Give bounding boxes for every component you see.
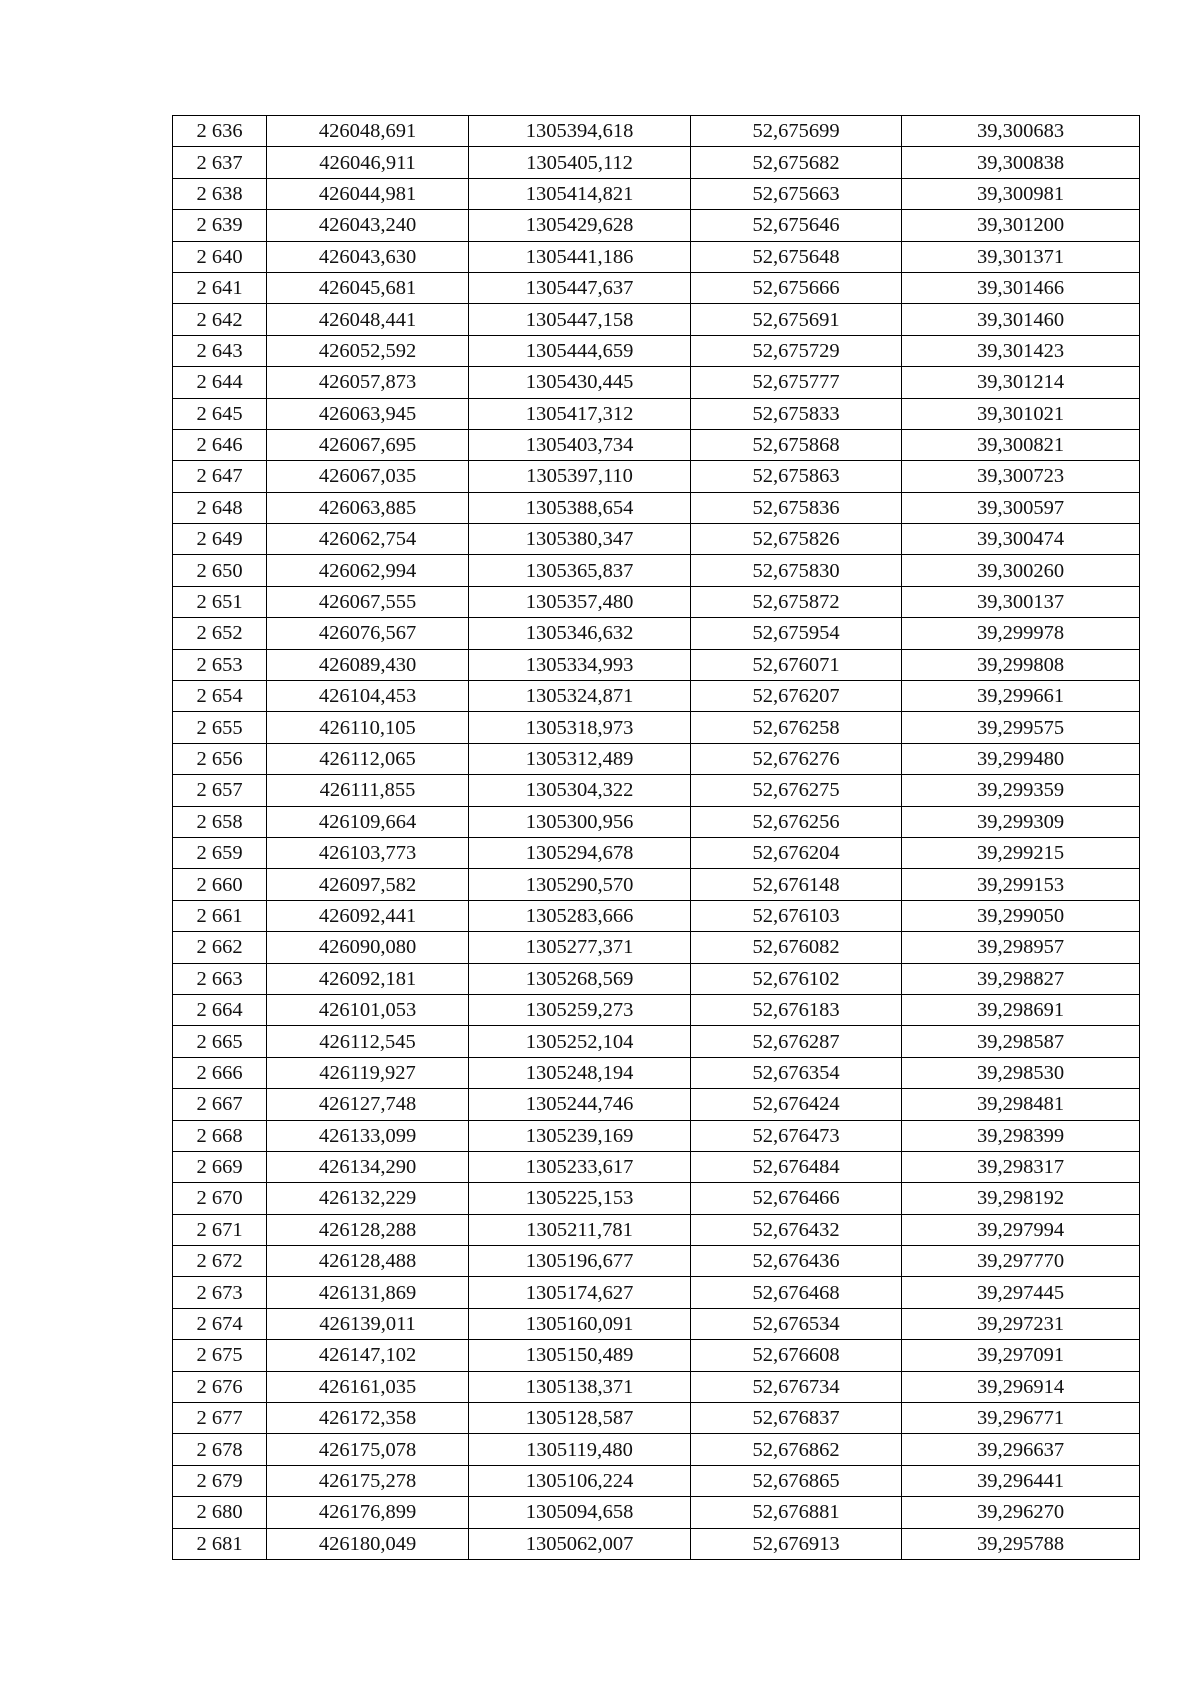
point-number-cell: 2 666 — [173, 1057, 267, 1088]
y-coordinate-cell: 1305397,110 — [469, 461, 691, 492]
point-number-cell: 2 660 — [173, 869, 267, 900]
point-number-cell: 2 654 — [173, 681, 267, 712]
longitude-cell: 39,300474 — [902, 524, 1140, 555]
table-row — [173, 1277, 1140, 1308]
longitude-cell: 39,296441 — [902, 1465, 1140, 1496]
table-row — [173, 241, 1140, 272]
y-coordinate-cell: 1305365,837 — [469, 555, 691, 586]
table-row — [173, 837, 1140, 868]
latitude-cell: 52,675777 — [691, 367, 902, 398]
table-row — [173, 1465, 1140, 1496]
latitude-cell: 52,675863 — [691, 461, 902, 492]
longitude-cell: 39,300137 — [902, 586, 1140, 617]
y-coordinate-cell: 1305429,628 — [469, 210, 691, 241]
x-coordinate-cell: 426048,691 — [267, 116, 469, 147]
x-coordinate-cell: 426134,290 — [267, 1151, 469, 1182]
y-coordinate-cell: 1305277,371 — [469, 932, 691, 963]
table-row — [173, 429, 1140, 460]
x-coordinate-cell: 426109,664 — [267, 806, 469, 837]
latitude-cell: 52,676881 — [691, 1497, 902, 1528]
x-coordinate-cell: 426062,994 — [267, 555, 469, 586]
latitude-cell: 52,676071 — [691, 649, 902, 680]
longitude-cell: 39,301423 — [902, 335, 1140, 366]
table-row — [173, 272, 1140, 303]
point-number-cell: 2 641 — [173, 272, 267, 303]
y-coordinate-cell: 1305225,153 — [469, 1183, 691, 1214]
latitude-cell: 52,676862 — [691, 1434, 902, 1465]
point-number-cell: 2 672 — [173, 1246, 267, 1277]
longitude-cell: 39,296771 — [902, 1403, 1140, 1434]
x-coordinate-cell: 426101,053 — [267, 994, 469, 1025]
longitude-cell: 39,301371 — [902, 241, 1140, 272]
longitude-cell: 39,297770 — [902, 1246, 1140, 1277]
point-number-cell: 2 643 — [173, 335, 267, 366]
y-coordinate-cell: 1305244,746 — [469, 1089, 691, 1120]
y-coordinate-cell: 1305259,273 — [469, 994, 691, 1025]
x-coordinate-cell: 426175,278 — [267, 1465, 469, 1496]
point-number-cell: 2 673 — [173, 1277, 267, 1308]
y-coordinate-cell: 1305106,224 — [469, 1465, 691, 1496]
point-number-cell: 2 680 — [173, 1497, 267, 1528]
coordinates-table-body — [173, 116, 1140, 1560]
table-row — [173, 1026, 1140, 1057]
table-row — [173, 586, 1140, 617]
longitude-cell: 39,301460 — [902, 304, 1140, 335]
x-coordinate-cell: 426147,102 — [267, 1340, 469, 1371]
x-coordinate-cell: 426127,748 — [267, 1089, 469, 1120]
longitude-cell: 39,298827 — [902, 963, 1140, 994]
point-number-cell: 2 650 — [173, 555, 267, 586]
y-coordinate-cell: 1305318,973 — [469, 712, 691, 743]
x-coordinate-cell: 426132,229 — [267, 1183, 469, 1214]
point-number-cell: 2 659 — [173, 837, 267, 868]
latitude-cell: 52,676256 — [691, 806, 902, 837]
longitude-cell: 39,301214 — [902, 367, 1140, 398]
table-row — [173, 178, 1140, 209]
y-coordinate-cell: 1305414,821 — [469, 178, 691, 209]
latitude-cell: 52,675729 — [691, 335, 902, 366]
table-row — [173, 1308, 1140, 1339]
point-number-cell: 2 667 — [173, 1089, 267, 1120]
x-coordinate-cell: 426176,899 — [267, 1497, 469, 1528]
x-coordinate-cell: 426043,630 — [267, 241, 469, 272]
y-coordinate-cell: 1305300,956 — [469, 806, 691, 837]
latitude-cell: 52,676734 — [691, 1371, 902, 1402]
x-coordinate-cell: 426175,078 — [267, 1434, 469, 1465]
table-row — [173, 1340, 1140, 1371]
table-row — [173, 681, 1140, 712]
y-coordinate-cell: 1305150,489 — [469, 1340, 691, 1371]
point-number-cell: 2 646 — [173, 429, 267, 460]
y-coordinate-cell: 1305174,627 — [469, 1277, 691, 1308]
longitude-cell: 39,299215 — [902, 837, 1140, 868]
x-coordinate-cell: 426046,911 — [267, 147, 469, 178]
table-row — [173, 116, 1140, 147]
x-coordinate-cell: 426112,545 — [267, 1026, 469, 1057]
table-row — [173, 1089, 1140, 1120]
longitude-cell: 39,299661 — [902, 681, 1140, 712]
x-coordinate-cell: 426057,873 — [267, 367, 469, 398]
y-coordinate-cell: 1305196,677 — [469, 1246, 691, 1277]
latitude-cell: 52,676424 — [691, 1089, 902, 1120]
table-row — [173, 712, 1140, 743]
latitude-cell: 52,676102 — [691, 963, 902, 994]
point-number-cell: 2 640 — [173, 241, 267, 272]
longitude-cell: 39,297091 — [902, 1340, 1140, 1371]
longitude-cell: 39,300838 — [902, 147, 1140, 178]
y-coordinate-cell: 1305233,617 — [469, 1151, 691, 1182]
point-number-cell: 2 657 — [173, 775, 267, 806]
longitude-cell: 39,300597 — [902, 492, 1140, 523]
table-row — [173, 461, 1140, 492]
latitude-cell: 52,676082 — [691, 932, 902, 963]
y-coordinate-cell: 1305138,371 — [469, 1371, 691, 1402]
table-row — [173, 1434, 1140, 1465]
table-row — [173, 932, 1140, 963]
longitude-cell: 39,299808 — [902, 649, 1140, 680]
y-coordinate-cell: 1305062,007 — [469, 1528, 691, 1559]
latitude-cell: 52,676484 — [691, 1151, 902, 1182]
longitude-cell: 39,298317 — [902, 1151, 1140, 1182]
table-row — [173, 994, 1140, 1025]
table-row — [173, 1214, 1140, 1245]
table-row — [173, 524, 1140, 555]
point-number-cell: 2 670 — [173, 1183, 267, 1214]
coordinates-table — [172, 115, 1140, 1560]
point-number-cell: 2 674 — [173, 1308, 267, 1339]
y-coordinate-cell: 1305312,489 — [469, 743, 691, 774]
latitude-cell: 52,675868 — [691, 429, 902, 460]
table-row — [173, 775, 1140, 806]
point-number-cell: 2 681 — [173, 1528, 267, 1559]
x-coordinate-cell: 426133,099 — [267, 1120, 469, 1151]
y-coordinate-cell: 1305444,659 — [469, 335, 691, 366]
point-number-cell: 2 678 — [173, 1434, 267, 1465]
point-number-cell: 2 676 — [173, 1371, 267, 1402]
table-row — [173, 304, 1140, 335]
table-row — [173, 1057, 1140, 1088]
y-coordinate-cell: 1305094,658 — [469, 1497, 691, 1528]
table-row — [173, 963, 1140, 994]
x-coordinate-cell: 426119,927 — [267, 1057, 469, 1088]
point-number-cell: 2 644 — [173, 367, 267, 398]
y-coordinate-cell: 1305388,654 — [469, 492, 691, 523]
longitude-cell: 39,298192 — [902, 1183, 1140, 1214]
latitude-cell: 52,675648 — [691, 241, 902, 272]
x-coordinate-cell: 426110,105 — [267, 712, 469, 743]
y-coordinate-cell: 1305447,637 — [469, 272, 691, 303]
table-row — [173, 210, 1140, 241]
point-number-cell: 2 652 — [173, 618, 267, 649]
x-coordinate-cell: 426092,181 — [267, 963, 469, 994]
latitude-cell: 52,676148 — [691, 869, 902, 900]
table-row — [173, 900, 1140, 931]
table-row — [173, 618, 1140, 649]
latitude-cell: 52,676837 — [691, 1403, 902, 1434]
point-number-cell: 2 662 — [173, 932, 267, 963]
latitude-cell: 52,675954 — [691, 618, 902, 649]
table-row — [173, 1403, 1140, 1434]
y-coordinate-cell: 1305160,091 — [469, 1308, 691, 1339]
y-coordinate-cell: 1305405,112 — [469, 147, 691, 178]
table-row — [173, 492, 1140, 523]
y-coordinate-cell: 1305324,871 — [469, 681, 691, 712]
table-row — [173, 743, 1140, 774]
point-number-cell: 2 649 — [173, 524, 267, 555]
latitude-cell: 52,675872 — [691, 586, 902, 617]
x-coordinate-cell: 426092,441 — [267, 900, 469, 931]
longitude-cell: 39,297231 — [902, 1308, 1140, 1339]
longitude-cell: 39,300683 — [902, 116, 1140, 147]
x-coordinate-cell: 426097,582 — [267, 869, 469, 900]
table-row — [173, 147, 1140, 178]
table-row — [173, 869, 1140, 900]
longitude-cell: 39,299480 — [902, 743, 1140, 774]
x-coordinate-cell: 426131,869 — [267, 1277, 469, 1308]
table-row — [173, 649, 1140, 680]
point-number-cell: 2 636 — [173, 116, 267, 147]
point-number-cell: 2 645 — [173, 398, 267, 429]
y-coordinate-cell: 1305334,993 — [469, 649, 691, 680]
longitude-cell: 39,301200 — [902, 210, 1140, 241]
longitude-cell: 39,300723 — [902, 461, 1140, 492]
x-coordinate-cell: 426111,855 — [267, 775, 469, 806]
longitude-cell: 39,299153 — [902, 869, 1140, 900]
y-coordinate-cell: 1305248,194 — [469, 1057, 691, 1088]
point-number-cell: 2 664 — [173, 994, 267, 1025]
latitude-cell: 52,676103 — [691, 900, 902, 931]
x-coordinate-cell: 426052,592 — [267, 335, 469, 366]
x-coordinate-cell: 426180,049 — [267, 1528, 469, 1559]
y-coordinate-cell: 1305417,312 — [469, 398, 691, 429]
table-row — [173, 1246, 1140, 1277]
longitude-cell: 39,298399 — [902, 1120, 1140, 1151]
latitude-cell: 52,675666 — [691, 272, 902, 303]
point-number-cell: 2 653 — [173, 649, 267, 680]
point-number-cell: 2 663 — [173, 963, 267, 994]
point-number-cell: 2 671 — [173, 1214, 267, 1245]
y-coordinate-cell: 1305119,480 — [469, 1434, 691, 1465]
x-coordinate-cell: 426043,240 — [267, 210, 469, 241]
table-row — [173, 1120, 1140, 1151]
table-row — [173, 335, 1140, 366]
latitude-cell: 52,676534 — [691, 1308, 902, 1339]
x-coordinate-cell: 426090,080 — [267, 932, 469, 963]
table-row — [173, 1528, 1140, 1559]
longitude-cell: 39,299359 — [902, 775, 1140, 806]
longitude-cell: 39,297445 — [902, 1277, 1140, 1308]
longitude-cell: 39,301466 — [902, 272, 1140, 303]
longitude-cell: 39,300981 — [902, 178, 1140, 209]
latitude-cell: 52,676204 — [691, 837, 902, 868]
x-coordinate-cell: 426089,430 — [267, 649, 469, 680]
point-number-cell: 2 658 — [173, 806, 267, 837]
latitude-cell: 52,676258 — [691, 712, 902, 743]
y-coordinate-cell: 1305290,570 — [469, 869, 691, 900]
longitude-cell: 39,298957 — [902, 932, 1140, 963]
latitude-cell: 52,676436 — [691, 1246, 902, 1277]
latitude-cell: 52,676276 — [691, 743, 902, 774]
x-coordinate-cell: 426112,065 — [267, 743, 469, 774]
table-row — [173, 806, 1140, 837]
y-coordinate-cell: 1305283,666 — [469, 900, 691, 931]
x-coordinate-cell: 426045,681 — [267, 272, 469, 303]
y-coordinate-cell: 1305403,734 — [469, 429, 691, 460]
table-row — [173, 1151, 1140, 1182]
x-coordinate-cell: 426044,981 — [267, 178, 469, 209]
longitude-cell: 39,298587 — [902, 1026, 1140, 1057]
longitude-cell: 39,296270 — [902, 1497, 1140, 1528]
x-coordinate-cell: 426128,488 — [267, 1246, 469, 1277]
y-coordinate-cell: 1305346,632 — [469, 618, 691, 649]
longitude-cell: 39,296637 — [902, 1434, 1140, 1465]
x-coordinate-cell: 426063,945 — [267, 398, 469, 429]
point-number-cell: 2 675 — [173, 1340, 267, 1371]
y-coordinate-cell: 1305441,186 — [469, 241, 691, 272]
y-coordinate-cell: 1305357,480 — [469, 586, 691, 617]
point-number-cell: 2 647 — [173, 461, 267, 492]
y-coordinate-cell: 1305430,445 — [469, 367, 691, 398]
x-coordinate-cell: 426139,011 — [267, 1308, 469, 1339]
y-coordinate-cell: 1305304,322 — [469, 775, 691, 806]
point-number-cell: 2 642 — [173, 304, 267, 335]
latitude-cell: 52,676608 — [691, 1340, 902, 1371]
point-number-cell: 2 665 — [173, 1026, 267, 1057]
latitude-cell: 52,676473 — [691, 1120, 902, 1151]
x-coordinate-cell: 426048,441 — [267, 304, 469, 335]
longitude-cell: 39,301021 — [902, 398, 1140, 429]
longitude-cell: 39,298530 — [902, 1057, 1140, 1088]
x-coordinate-cell: 426103,773 — [267, 837, 469, 868]
table-row — [173, 1371, 1140, 1402]
y-coordinate-cell: 1305394,618 — [469, 116, 691, 147]
longitude-cell: 39,296914 — [902, 1371, 1140, 1402]
latitude-cell: 52,676354 — [691, 1057, 902, 1088]
x-coordinate-cell: 426067,555 — [267, 586, 469, 617]
x-coordinate-cell: 426104,453 — [267, 681, 469, 712]
longitude-cell: 39,299978 — [902, 618, 1140, 649]
point-number-cell: 2 656 — [173, 743, 267, 774]
y-coordinate-cell: 1305252,104 — [469, 1026, 691, 1057]
latitude-cell: 52,676287 — [691, 1026, 902, 1057]
latitude-cell: 52,675836 — [691, 492, 902, 523]
latitude-cell: 52,676183 — [691, 994, 902, 1025]
x-coordinate-cell: 426128,288 — [267, 1214, 469, 1245]
point-number-cell: 2 655 — [173, 712, 267, 743]
latitude-cell: 52,675663 — [691, 178, 902, 209]
longitude-cell: 39,297994 — [902, 1214, 1140, 1245]
longitude-cell: 39,299050 — [902, 900, 1140, 931]
latitude-cell: 52,675691 — [691, 304, 902, 335]
point-number-cell: 2 661 — [173, 900, 267, 931]
latitude-cell: 52,676432 — [691, 1214, 902, 1245]
latitude-cell: 52,676207 — [691, 681, 902, 712]
table-row — [173, 1497, 1140, 1528]
point-number-cell: 2 651 — [173, 586, 267, 617]
latitude-cell: 52,676913 — [691, 1528, 902, 1559]
latitude-cell: 52,675699 — [691, 116, 902, 147]
x-coordinate-cell: 426172,358 — [267, 1403, 469, 1434]
point-number-cell: 2 679 — [173, 1465, 267, 1496]
table-row — [173, 1183, 1140, 1214]
latitude-cell: 52,676275 — [691, 775, 902, 806]
point-number-cell: 2 648 — [173, 492, 267, 523]
point-number-cell: 2 669 — [173, 1151, 267, 1182]
table-row — [173, 367, 1140, 398]
point-number-cell: 2 677 — [173, 1403, 267, 1434]
y-coordinate-cell: 1305294,678 — [469, 837, 691, 868]
latitude-cell: 52,676865 — [691, 1465, 902, 1496]
table-row — [173, 555, 1140, 586]
y-coordinate-cell: 1305380,347 — [469, 524, 691, 555]
longitude-cell: 39,300260 — [902, 555, 1140, 586]
latitude-cell: 52,675833 — [691, 398, 902, 429]
point-number-cell: 2 639 — [173, 210, 267, 241]
longitude-cell: 39,298691 — [902, 994, 1140, 1025]
y-coordinate-cell: 1305211,781 — [469, 1214, 691, 1245]
x-coordinate-cell: 426067,035 — [267, 461, 469, 492]
point-number-cell: 2 638 — [173, 178, 267, 209]
latitude-cell: 52,675826 — [691, 524, 902, 555]
x-coordinate-cell: 426062,754 — [267, 524, 469, 555]
point-number-cell: 2 637 — [173, 147, 267, 178]
point-number-cell: 2 668 — [173, 1120, 267, 1151]
longitude-cell: 39,299309 — [902, 806, 1140, 837]
latitude-cell: 52,675646 — [691, 210, 902, 241]
y-coordinate-cell: 1305128,587 — [469, 1403, 691, 1434]
latitude-cell: 52,675682 — [691, 147, 902, 178]
latitude-cell: 52,675830 — [691, 555, 902, 586]
y-coordinate-cell: 1305239,169 — [469, 1120, 691, 1151]
x-coordinate-cell: 426161,035 — [267, 1371, 469, 1402]
y-coordinate-cell: 1305268,569 — [469, 963, 691, 994]
table-row — [173, 398, 1140, 429]
longitude-cell: 39,299575 — [902, 712, 1140, 743]
longitude-cell: 39,298481 — [902, 1089, 1140, 1120]
x-coordinate-cell: 426076,567 — [267, 618, 469, 649]
longitude-cell: 39,300821 — [902, 429, 1140, 460]
x-coordinate-cell: 426067,695 — [267, 429, 469, 460]
x-coordinate-cell: 426063,885 — [267, 492, 469, 523]
y-coordinate-cell: 1305447,158 — [469, 304, 691, 335]
latitude-cell: 52,676466 — [691, 1183, 902, 1214]
latitude-cell: 52,676468 — [691, 1277, 902, 1308]
longitude-cell: 39,295788 — [902, 1528, 1140, 1559]
